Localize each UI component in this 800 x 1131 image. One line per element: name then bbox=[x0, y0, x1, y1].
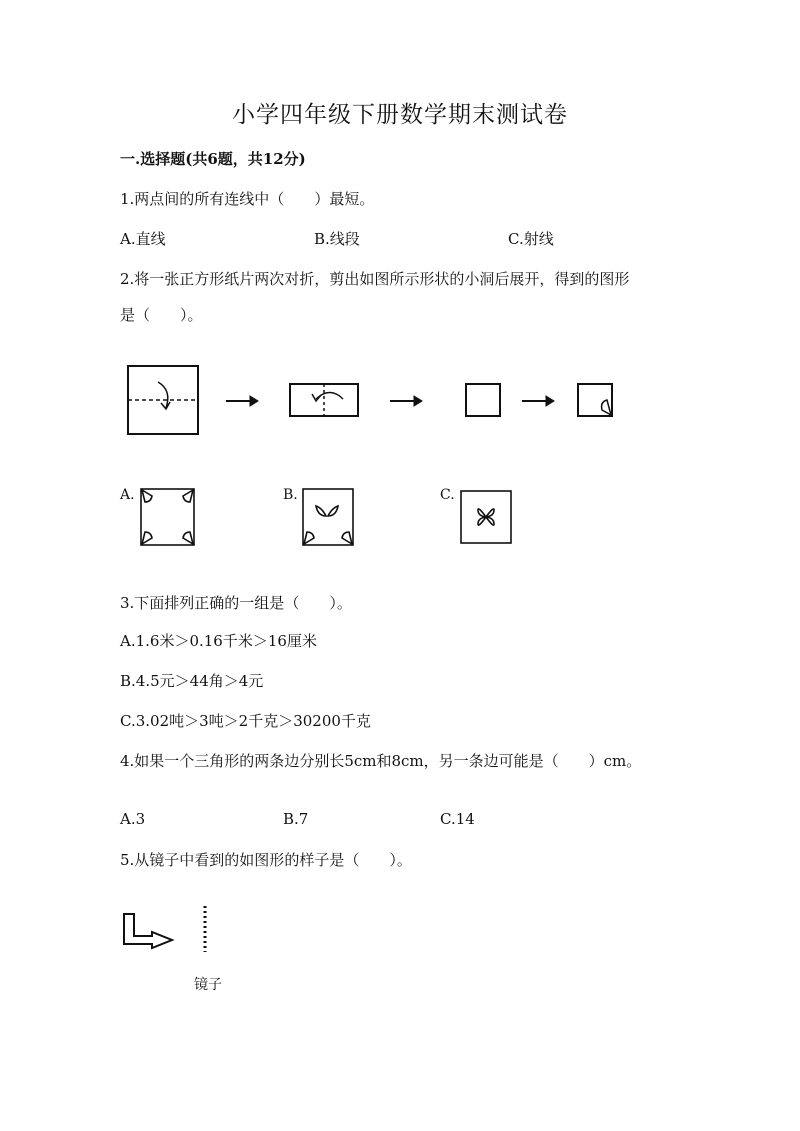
question-3: 3.下面排列正确的一组是（ ）。 bbox=[120, 594, 352, 612]
q4-option-c[interactable]: C.14 bbox=[440, 810, 475, 828]
q1-option-a[interactable]: A.直线 bbox=[120, 230, 166, 248]
q3-option-c[interactable]: C.3.02吨＞3吨＞2千克＞30200千克 bbox=[120, 712, 371, 730]
l-arrow-shape bbox=[124, 914, 172, 948]
question-2-line-2: 是（ ）。 bbox=[120, 306, 203, 324]
q1-option-b[interactable]: B.线段 bbox=[314, 230, 360, 248]
question-2-line-1: 2.将一张正方形纸片两次对折，剪出如图所示形状的小洞后展开，得到的图形 bbox=[120, 270, 630, 288]
q2-option-b-label[interactable]: B. bbox=[283, 487, 298, 503]
q4-option-a[interactable]: A.3 bbox=[120, 810, 146, 828]
page-title: 小学四年级下册数学期末测试卷 bbox=[232, 102, 568, 128]
mirror-label: 镜子 bbox=[194, 977, 222, 993]
question-1: 1.两点间的所有连线中（ ）最短。 bbox=[120, 190, 375, 208]
q3-option-a[interactable]: A.1.6米＞0.16千米＞16厘米 bbox=[120, 632, 317, 650]
q1-option-c[interactable]: C.射线 bbox=[508, 230, 554, 248]
q4-option-b[interactable]: B.7 bbox=[283, 810, 309, 828]
q2-option-c-label[interactable]: C. bbox=[440, 487, 455, 503]
section-heading: 一.选择题(共6题，共12分) bbox=[120, 150, 306, 168]
q3-option-b[interactable]: B.4.5元＞44角＞4元 bbox=[120, 672, 264, 690]
question-5: 5.从镜子中看到的如图形的样子是（ ）。 bbox=[120, 851, 412, 869]
q2-option-a-label[interactable]: A. bbox=[120, 487, 135, 503]
question-4: 4.如果一个三角形的两条边分别长5cm和8cm，另一条边可能是（ ）cm。 bbox=[120, 752, 642, 770]
